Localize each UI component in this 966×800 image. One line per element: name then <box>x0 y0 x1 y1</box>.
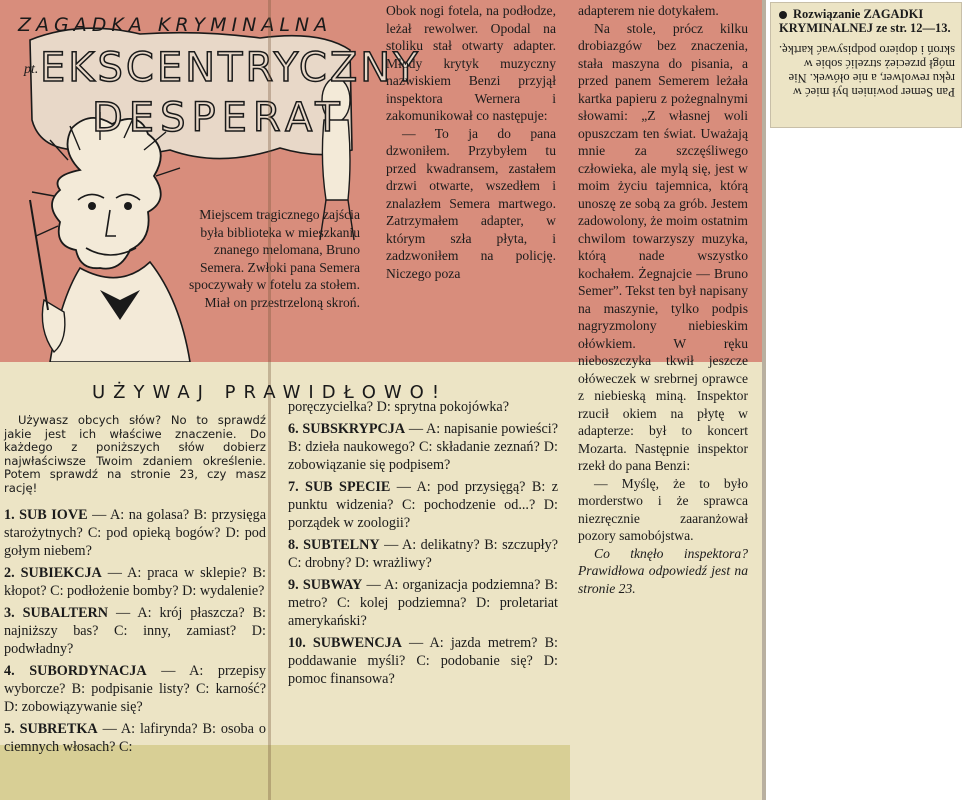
story-question: Co tknęło inspektora? Prawidłowa odpowiedź jest na stronie 23. <box>578 545 748 596</box>
story-kicker: ZAGADKA KRYMINALNA <box>18 14 333 36</box>
quiz-item-options: — A: organizacja podziemna? B: metro? C: kolej podziemna? D: proletariat amerykański? <box>288 577 559 629</box>
story-paragraph: Obok nogi fotela, na podłodze, leżał rewolwer. Opodal na stoliku stał otwarty adapter. Młody krytyk muzyczny nazwiskiem Benzi przyjął inspektora Wernera i zakomunikował co następuje: <box>386 3 556 123</box>
quiz-intro: Używasz obcych słów? No to sprawdź jakie jest ich właściwe znaczenie. Do każdego z poniższych słów dobierz najwłaściwsze Twoim zdaniem określenie. Potem sprawdź na stronie 23, czy masz rację! <box>4 413 266 495</box>
quiz-item-word: 6. SUBSKRYPCJA <box>288 421 406 437</box>
story-paragraph: — To ja do pana dzwoniłem. Przybyłem tu przed kwadransem, zastałem drzwi otwarte, wszedłem i znalazłem Semera martwego. Zatrzymałem adapter, w którym szła płyta, i zadzwoniłem na policję. Niczego poza <box>386 125 556 281</box>
quiz-item-continuation: poręczycielka? D: sprytna pokojówka? <box>288 399 510 415</box>
story-paragraph: Miejscem tragicznego zajścia była biblioteka w mieszkaniu znanego melomana, Bruno Semera. Zwłoki pana Semera spoczywały w fotelu za stołem. Miał on przestrzeloną skroń. <box>188 207 360 310</box>
quiz-item-options: — A: lafirynda? B: osoba o ciemnych włosach? C: <box>4 721 266 755</box>
story-column-1 <box>186 206 360 311</box>
quiz-item-word: 4. SUBORDYNACJA <box>4 663 147 679</box>
quiz-item <box>4 720 266 756</box>
quiz-item-options: — A: krój płaszcza? B: najniższy bas? C: inny, zamiast? D: podwładny? <box>4 605 266 657</box>
bullet-icon <box>779 11 787 19</box>
story-title-line1: EKSCENTRYCZNY <box>40 45 421 91</box>
quiz-item <box>288 536 558 572</box>
story-column-3 <box>578 2 748 597</box>
story-column-2 <box>386 2 556 282</box>
answer-clipping <box>770 2 962 128</box>
story-title-line2: DESPERAT <box>92 95 346 141</box>
quiz-item-options: — A: jazda metrem? B: poddawanie myśli? C: podobanie się? D: pomoc finansowa? <box>288 635 558 687</box>
quiz-item <box>4 662 266 716</box>
quiz-item <box>288 634 558 688</box>
quiz-title: UŻYWAJ PRAWIDŁOWO! <box>92 382 448 403</box>
story-pt-label: pt. <box>24 62 39 77</box>
story-paragraph: Na stole, prócz kilku drobiazgów bez znaczenia, stała maszyna do pisania, a przed panem Semerem leżała kartka papieru z pożegnalnymi słowami: „Z własnej woli opuszczam ten świat. Uważają mnie za szczęśliwego człowieka, ale mylą się, jest w moim życiu tajemnica, którą unoszę ze sobą za grób. Jestem zadowolony, że moim ostatnim chwilom towarzyszy muzyka, którą nade wszystko kochałem. Żegnajcie — Bruno Semer”. Tekst ten był napisany na maszynie, tylko podpis nagryzmolony niebieskim ołówkiem. W ręku nieboszczyka tkwił jeszcze ołóweczek w srebrnej oprawce z niebieską miną. Inspektor rzucił okiem na płytę w adapterze: był to koncert Mozarta. Następnie inspektor rzekł do pana Benzi: <box>578 20 748 473</box>
quiz-column-1 <box>4 506 266 760</box>
quiz-item-word: 1. SUB IOVE <box>4 507 88 523</box>
story-paragraph: — Myślę, że to było morderstwo i że sprawca niezręcznie zaaranżował pozory samobójstwa. <box>578 475 748 543</box>
paper-edge <box>762 0 766 800</box>
quiz-item-word: 7. SUB SPECIE <box>288 479 391 495</box>
quiz-item <box>288 478 558 532</box>
quiz-item-word: 5. SUBRETKA <box>4 721 98 737</box>
quiz-item <box>4 506 266 560</box>
quiz-item <box>4 604 266 658</box>
quiz-item-options: — A: praca w sklepie? B: kłopot? C: podłożenie bomby? D: wydalenie? <box>4 565 266 599</box>
answer-title: Rozwiązanie ZAGADKI KRYMINALNEJ ze str. 12—13. <box>779 7 951 35</box>
quiz-item-word: 3. SUBALTERN <box>4 605 109 621</box>
quiz-item-options: — A: napisanie powieści? B: dzieła naukowego? C: składanie zeznań? D: zobowiązanie się podpisem? <box>288 421 558 473</box>
quiz-item-options: — A: przepisy wyborcze? B: podpisanie listy? C: karność? D: zobowiązywanie się? <box>4 663 266 715</box>
quiz-item-word: 9. SUBWAY <box>288 577 363 593</box>
quiz-item <box>288 420 558 474</box>
quiz-item-options: — A: delikatny? B: szczupły? C: drobny? D: wrażliwy? <box>288 537 558 571</box>
quiz-item-options: — A: na golasa? B: przysięga starożytnych? C: pod opieką bogów? D: pod gołym niebem? <box>4 507 266 559</box>
quiz-item <box>4 564 266 600</box>
quiz-item-word: 2. SUBIEKCJA <box>4 565 102 581</box>
answer-text: Pan Semer powinien był mieć w ręku rewolwer, a nie ołówek. Nie mógł przecież strzelić sobie w skroń i dopiero podpisywać kartkę. <box>778 43 955 99</box>
quiz-item-word: 8. SUBTELNY <box>288 537 380 553</box>
answer-upside-down <box>779 43 955 99</box>
quiz-item-options: — A: pod przysięgą? B: z punktu widzenia? C: pochodzenie od...? D: porządek w zoologii? <box>288 479 558 531</box>
quiz-item <box>288 576 558 630</box>
quiz-column-2 <box>288 398 558 692</box>
quiz-item-word: 10. SUBWENCJA <box>288 635 402 651</box>
story-paragraph: adapterem nie dotykałem. <box>578 3 719 18</box>
answer-heading <box>779 7 955 35</box>
